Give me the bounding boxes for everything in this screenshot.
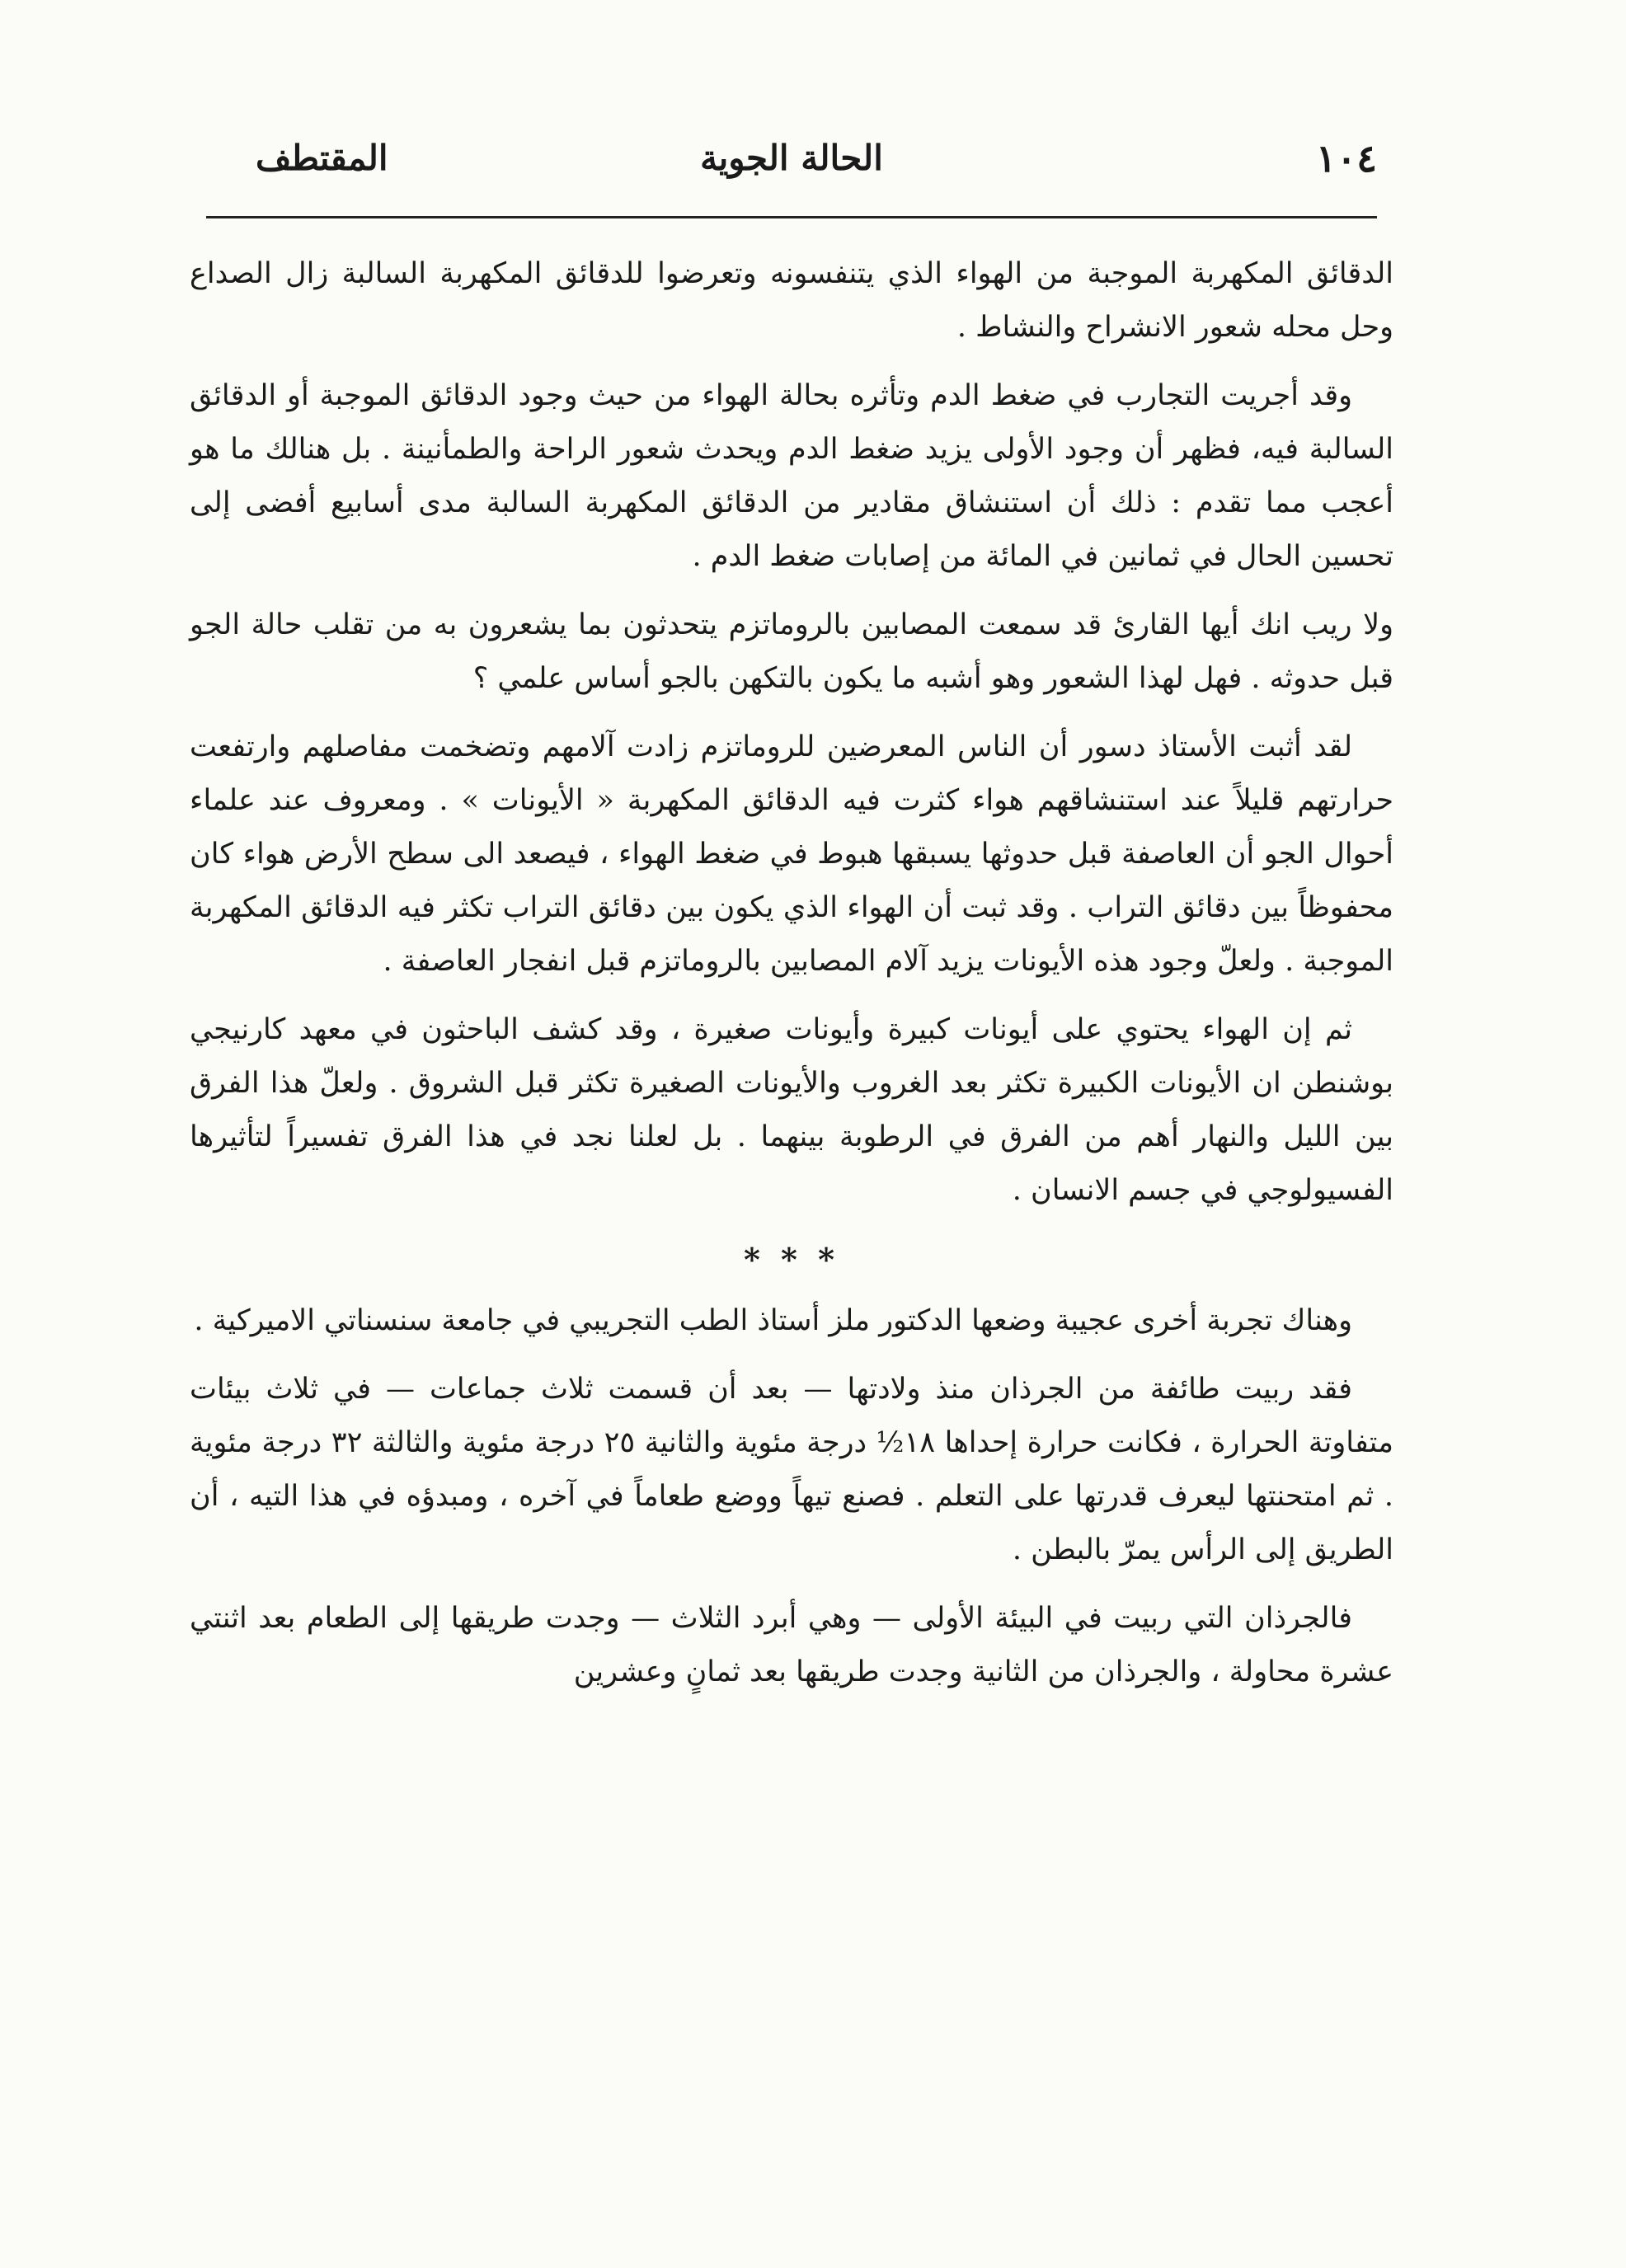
paragraph: فقد ربيت طائفة من الجرذان منذ ولادتها — بعد أن قسمت ثلاث جماعات — في ثلاث بيئات متفاوتة الحرارة ، فكانت حرارة إحداها ١٨½ درجة مئوية والثانية ٢٥ درجة مئوية والثالثة ٣٢ درجة مئوية . ثم امتحنتها ليعرف قدرتها على التعلم . فصنع تيهاً ووضع طعاماً في آخره ، ومبدؤه في هذا التيه ، أن الطريق إلى الرأس يمرّ بالبطن . xyxy=(190,1373,1393,1566)
paragraph: لقد أثبت الأستاذ دسور أن الناس المعرضين للروماتزم زادت آلامهم وتضخمت مفاصلهم وارتفعت حرارتهم قليلاً عند استنشاقهم هواء كثرت فيه الدقائق المكهربة « الأيونات » . ومعروف عند علماء أحوال الجو أن العاصفة قبل حدوثها يسبقها هبوط في ضغط الهواء ، فيصعد الى سطح الأرض هواء كان محفوظاً بين دقائق التراب . وقد ثبت أن الهواء الذي يكون بين دقائق التراب تكثر فيه الدقائق المكهربة الموجبة . ولعلّ وجود هذه الأيونات يزيد آلام المصابين بالروماتزم قبل انفجار العاصفة . xyxy=(190,730,1393,978)
section-separator: * * * xyxy=(743,1241,840,1278)
paragraph: الدقائق المكهربة الموجبة من الهواء الذي يتنفسونه وتعرضوا للدقائق المكهربة السالبة زال الصداع وحل محله شعور الانشراح والنشاط . xyxy=(190,257,1393,344)
paragraph: ثم إن الهواء يحتوي على أيونات كبيرة وأيونات صغيرة ، وقد كشف الباحثون في معهد كارنيجي بوشنطن ان الأيونات الكبيرة تكثر بعد الغروب والأيونات الصغيرة تكثر قبل الشروق . ولعلّ هذا الفرق بين الليل والنهار أهم من الفرق في الرطوبة بينهما . بل لعلنا نجد في هذا الفرق تفسيراً لتأثيرها الفسيولوجي في جسم الانسان . xyxy=(190,1013,1393,1207)
paragraph: وهناك تجربة أخرى عجيبة وضعها الدكتور ملز أستاذ الطب التجريبي في جامعة سنسناتي الاميركية . xyxy=(194,1304,1352,1337)
running-title: الحالة الجوية xyxy=(700,138,883,178)
paragraph: وقد أجريت التجارب في ضغط الدم وتأثره بحالة الهواء من حيث وجود الدقائق الموجبة أو الدقائق السالبة فيه، فظهر أن وجود الأولى يزيد ضغط الدم ويحدث شعور الراحة والطمأنينة . بل هنالك ما هو أعجب مما تقدم : ذلك أن استنشاق مقادير من الدقائق المكهربة السالبة مدى أسابيع أفضى إلى تحسين الحال في ثمانين في المائة من إصابات ضغط الدم . xyxy=(190,379,1393,573)
page-number: ١٠٤ xyxy=(1315,136,1377,181)
article-body xyxy=(190,247,1393,1714)
page-header xyxy=(206,136,1377,194)
journal-name: المقتطف xyxy=(256,138,388,178)
paragraph: فالجرذان التي ربيت في البيئة الأولى — وهي أبرد الثلاث — وجدت طريقها إلى الطعام بعد اثنتي عشرة محاولة ، والجرذان من الثانية وجدت طريقها بعد ثمانٍ وعشرين xyxy=(190,1602,1393,1688)
paragraph: ولا ريب انك أيها القارئ قد سمعت المصابين بالروماتزم يتحدثون بما يشعرون به من تقلب حالة الجو قبل حدوثه . فهل لهذا الشعور وهو أشبه ما يكون بالتكهن بالجو أساس علمي ؟ xyxy=(190,608,1393,695)
header-rule xyxy=(206,216,1377,218)
